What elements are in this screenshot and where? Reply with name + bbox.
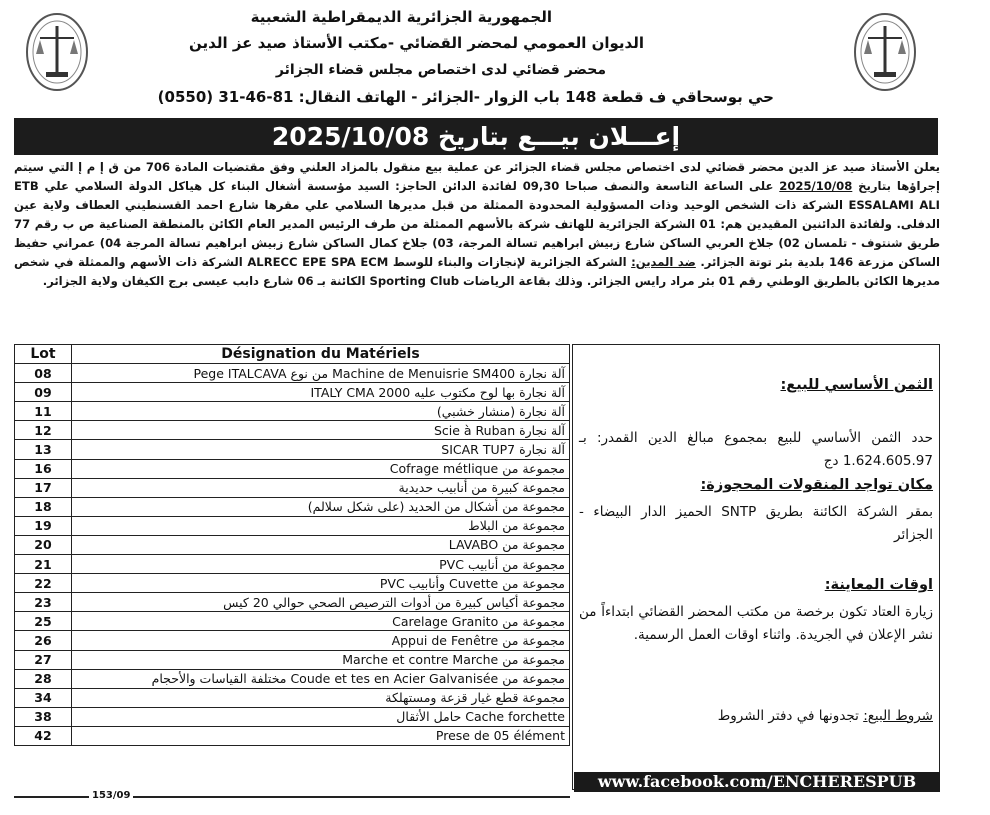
table-row bbox=[15, 497, 570, 516]
lot-designation: مجموعة من LAVABO bbox=[72, 535, 570, 554]
lot-number: 25 bbox=[15, 612, 72, 631]
table-row bbox=[15, 459, 570, 478]
lot-designation: مجموعة أكياس كبيرة من أدوات الترصيص الصحي حوالي 20 كيس bbox=[72, 593, 570, 612]
header-line-republic: الجمهورية الجزائرية الديمقراطية الشعبية bbox=[250, 8, 552, 26]
materials-table bbox=[14, 344, 570, 746]
sale-conditions bbox=[579, 705, 933, 728]
lot-designation: مجموعة من Carelage Granito bbox=[72, 612, 570, 631]
justice-scale-logo-icon bbox=[852, 10, 918, 94]
lot-number: 26 bbox=[15, 631, 72, 650]
table-row bbox=[15, 726, 570, 745]
announcement-paragraph bbox=[14, 158, 940, 338]
lot-designation: Prese de 05 élément bbox=[72, 726, 570, 745]
lot-number: 13 bbox=[15, 440, 72, 459]
lot-designation: آلة نجارة (منشار خشبي) bbox=[72, 402, 570, 421]
header-line-address: حي بوسحاقي ف قطعة 148 باب الزوار -الجزائر - الهاتف النقال: 81-46-31 (0550) bbox=[157, 88, 774, 106]
paragraph-time: على الساعة التاسعة والنصف صباحا 09,30 لفائدة الدائن الحاجز: bbox=[395, 179, 774, 193]
sale-info-panel bbox=[572, 344, 940, 790]
table-row bbox=[15, 707, 570, 726]
lot-number: 16 bbox=[15, 459, 72, 478]
lot-number: 42 bbox=[15, 726, 72, 745]
facebook-url: www.facebook.com/ENCHERESPUB bbox=[574, 772, 940, 792]
lot-designation: مجموعة من Cuvette وأنابيب PVC bbox=[72, 574, 570, 593]
lot-number: 08 bbox=[15, 364, 72, 383]
column-header-designation: Désignation du Matériels bbox=[72, 345, 570, 364]
header-line-jurisdiction: محضر قضائي لدى اختصاص مجلس قضاء الجزائر bbox=[275, 62, 606, 78]
title-bar bbox=[14, 118, 938, 155]
table-row bbox=[15, 688, 570, 707]
table-row bbox=[15, 593, 570, 612]
location-heading: مكان تواجد المنقولات المحجوزة: bbox=[700, 477, 933, 493]
justice-scale-logo-icon bbox=[24, 10, 90, 94]
paragraph-intro: يعلن الأستاذ صيد عز الدين محضر قضائي لدى اختصاص مجلس قضاء الجزائر عن عملية بيع منقول بالمزاد العلني وفق مقتضيات المادة 706 من ق إ م إ التي سيتم إجراؤها بتاريخ bbox=[14, 160, 940, 193]
lot-designation: مجموعة كبيرة من أنابيب حديدية bbox=[72, 478, 570, 497]
table-row bbox=[15, 478, 570, 497]
lot-number: 21 bbox=[15, 555, 72, 574]
table-row bbox=[15, 631, 570, 650]
lot-number: 12 bbox=[15, 421, 72, 440]
lot-designation: آلة نجارة Machine de Menuisrie SM400 من نوع Pege ITALCAVA bbox=[72, 364, 570, 383]
sale-conditions-text: تجدونها في دفتر الشروط bbox=[717, 708, 859, 724]
table-header-row bbox=[15, 345, 570, 364]
paragraph-registered-creditors: 01 الشركة الجزائرية للهاتف شركة بالأسهم الممثلة من طرف الرئيس المدير العام الكائن بالمنطقة الصناعية ص ب رقم 77 طريق شنتوف - تلمسان 02) جلاخ العربي الساكن شارع زبيش ابراهيم تسالة المرجة، 03) جلاخ كمال الساكن شارع زبيش ابراهيم تسالة المرجة 04) عمراني حفيظ الساكن مزرعة 146 بلدية بئر توتة الجزائر. bbox=[14, 217, 941, 269]
lot-number: 17 bbox=[15, 478, 72, 497]
table-row bbox=[15, 516, 570, 535]
paragraph-creditor: السيد مؤسسة أشغال البناء كل هياكل الدولة السلامي علي ETB ESSALAMI ALI الشركة ذات الشخص الوحيد وذات المسؤولية المحدودة الممثلة من قبل مديرها السلامي علي مقرها شارع احمد القسنطيني العطاف ولاية عين الدفلى. ولفائدة الدائنين المقيدين هم: bbox=[14, 179, 940, 231]
lot-number: 23 bbox=[15, 593, 72, 612]
paragraph-debtor: الشركة الجزائرية لإنجازات والبناء للوسط ALRECC EPE SPA ECM الشركة ذات الأسهم والممثلة في شخص مديرها الكائن بالطريق الوطني رقم 01 بئر مراد رايس الجزائر. وذلك بقاعة الرياضات Sporting Club الكائنة بـ 06 شارع دابب عيسى برج الكيفان ولاية الجزائر. bbox=[14, 255, 940, 288]
lot-designation: مجموعة قطع غيار قزعة ومستهلكة bbox=[72, 688, 570, 707]
announcement-page bbox=[4, 2, 944, 801]
sale-conditions-label: شروط البيع: bbox=[863, 708, 933, 724]
lot-designation: مجموعة من أشكال من الحديد (على شكل سلالم) bbox=[72, 497, 570, 516]
table-row bbox=[15, 440, 570, 459]
lot-number: 18 bbox=[15, 497, 72, 516]
lot-designation: مجموعة من البلاط bbox=[72, 516, 570, 535]
lot-designation: Cache forchette حامل الأثقال bbox=[72, 707, 570, 726]
viewing-hours-heading: اوقات المعاينة: bbox=[824, 577, 933, 593]
materials-table-body bbox=[15, 364, 570, 746]
table-row bbox=[15, 421, 570, 440]
lot-designation: مجموعة من Cofrage métlique bbox=[72, 459, 570, 478]
lot-number: 38 bbox=[15, 707, 72, 726]
lot-designation: آلة نجارة Scie à Ruban bbox=[72, 421, 570, 440]
price-text: حدد الثمن الأساسي للبيع بمجموع مبالغ الدين القمدر: بـ 1.624.605.97 دج bbox=[579, 430, 933, 469]
table-row bbox=[15, 669, 570, 688]
column-header-lot: Lot bbox=[15, 345, 72, 364]
location-text: بمقر الشركة الكائنة بطريق SNTP الحميز الدار البيضاء - الجزائر bbox=[579, 504, 934, 543]
paragraph-against-label: ضد المدين: bbox=[631, 255, 696, 269]
lot-number: 09 bbox=[15, 383, 72, 402]
lot-number: 19 bbox=[15, 516, 72, 535]
lot-designation: مجموعة من Coude et tes en Acier Galvanisée مختلفة القياسات والأحجام bbox=[72, 669, 570, 688]
lot-number: 27 bbox=[15, 650, 72, 669]
header-line-office: الديوان العمومي لمحضر القضائي -مكتب الأستاذ صيد عز الدين bbox=[189, 34, 644, 52]
lot-number: 22 bbox=[15, 574, 72, 593]
table-row bbox=[15, 535, 570, 554]
lot-number: 28 bbox=[15, 669, 72, 688]
sale-title: إعـــلان بيـــع بتاريخ 2025/10/08 bbox=[271, 122, 681, 151]
price-heading: الثمن الأساسي للبيع: bbox=[780, 377, 933, 393]
table-row bbox=[15, 364, 570, 383]
table-row bbox=[15, 650, 570, 669]
table-row bbox=[15, 402, 570, 421]
lot-number: 34 bbox=[15, 688, 72, 707]
lot-number: 11 bbox=[15, 402, 72, 421]
sale-date: 2025/10/08 bbox=[779, 179, 853, 193]
lot-designation: مجموعة من Appui de Fenêtre bbox=[72, 631, 570, 650]
lot-designation: آلة نجارة بها لوح مكتوب عليه ITALY CMA 2000 bbox=[72, 383, 570, 402]
lot-designation: مجموعة من Marche et contre Marche bbox=[72, 650, 570, 669]
header bbox=[4, 2, 944, 118]
lot-designation: آلة نجارة SICAR TUP7 bbox=[72, 440, 570, 459]
table-row bbox=[15, 555, 570, 574]
lot-number: 20 bbox=[15, 535, 72, 554]
page-code: 153/09 bbox=[89, 790, 133, 801]
table-row bbox=[15, 612, 570, 631]
viewing-hours-text: زيارة العتاد تكون برخصة من مكتب المحضر القضائي ابتداءاً من نشر الإعلان في الجريدة. واثناء اوقات العمل الرسمية. bbox=[579, 604, 933, 643]
table-row bbox=[15, 383, 570, 402]
lot-designation: مجموعة من أنابيب PVC bbox=[72, 555, 570, 574]
table-row bbox=[15, 574, 570, 593]
